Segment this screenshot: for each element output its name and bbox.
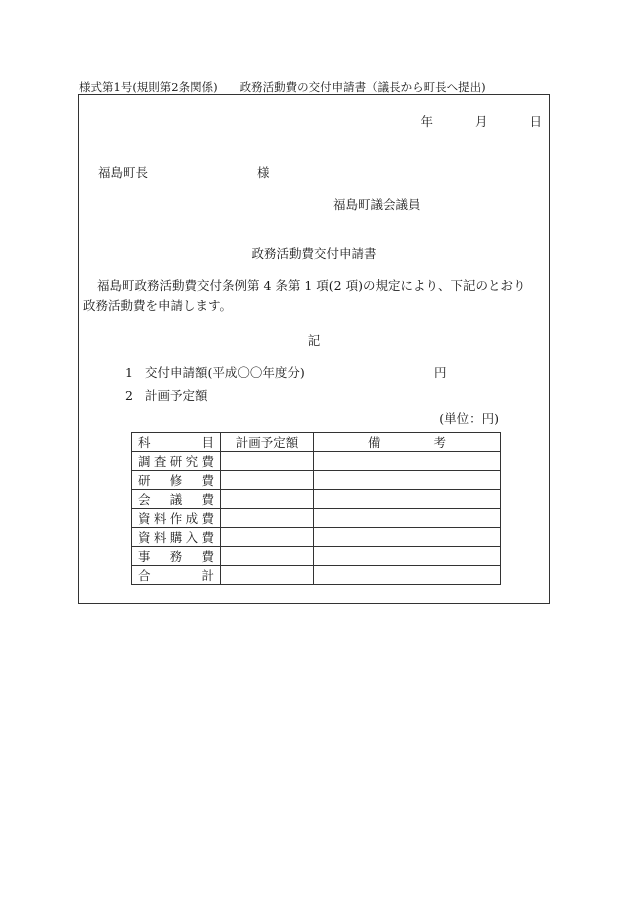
table-row bbox=[132, 528, 501, 547]
header-char: 科 bbox=[138, 435, 151, 450]
category-char: 購 bbox=[169, 530, 183, 545]
row-remarks bbox=[314, 528, 501, 547]
date-row bbox=[420, 112, 542, 130]
item-number: 1 bbox=[125, 365, 133, 380]
category-char: 費 bbox=[201, 511, 214, 526]
row-category bbox=[132, 509, 221, 528]
item-planned-amount bbox=[125, 386, 208, 404]
category-char: 資 bbox=[138, 511, 151, 526]
row-amount bbox=[221, 452, 314, 471]
header-char: 目 bbox=[201, 435, 214, 450]
category-char: 費 bbox=[201, 549, 214, 564]
category-char: 資 bbox=[138, 530, 151, 545]
table-header-row bbox=[132, 433, 501, 452]
unit-note: (単位：円) bbox=[439, 411, 499, 426]
row-amount bbox=[221, 490, 314, 509]
header-category bbox=[132, 433, 221, 452]
category-char: 修 bbox=[169, 473, 183, 488]
row-category bbox=[132, 452, 221, 471]
category-char: 費 bbox=[201, 492, 214, 507]
item-application-amount bbox=[125, 363, 305, 381]
item-number: 2 bbox=[125, 388, 133, 403]
table-row bbox=[132, 452, 501, 471]
header-remarks bbox=[314, 433, 501, 452]
category-char: 費 bbox=[201, 530, 214, 545]
category-char: 務 bbox=[169, 549, 183, 564]
form-number: 様式第1号(規則第2条関係) bbox=[79, 80, 218, 94]
category-char: 究 bbox=[185, 454, 199, 469]
date-day-label: 日 bbox=[529, 114, 542, 129]
category-char: 会 bbox=[138, 492, 151, 507]
row-remarks bbox=[314, 547, 501, 566]
form-header bbox=[79, 79, 486, 95]
row-category bbox=[132, 490, 221, 509]
item-label: 計画予定額 bbox=[145, 388, 208, 403]
header-char: 備 bbox=[368, 435, 381, 450]
row-remarks bbox=[314, 452, 501, 471]
row-category bbox=[132, 471, 221, 490]
row-remarks bbox=[314, 471, 501, 490]
category-char: 議 bbox=[169, 492, 183, 507]
table-row bbox=[132, 547, 501, 566]
category-char: 料 bbox=[153, 530, 167, 545]
category-char: 入 bbox=[185, 530, 199, 545]
ki-marker: 記 bbox=[307, 333, 321, 348]
row-remarks bbox=[314, 566, 501, 585]
budget-table bbox=[131, 432, 501, 585]
row-amount bbox=[221, 566, 314, 585]
form-frame bbox=[78, 94, 550, 604]
row-remarks bbox=[314, 490, 501, 509]
category-char: 作 bbox=[169, 511, 183, 526]
category-char: 研 bbox=[138, 473, 151, 488]
category-char: 費 bbox=[201, 473, 214, 488]
row-remarks bbox=[314, 509, 501, 528]
category-char: 費 bbox=[201, 454, 214, 469]
table-row bbox=[132, 490, 501, 509]
document-title: 政務活動費交付申請書 bbox=[251, 246, 377, 261]
sender: 福島町議会議員 bbox=[333, 197, 421, 212]
body-line-1: 福島町政務活動費交付条例第 4 条第 1 項(2 項)の規定により、下記のとおり bbox=[97, 278, 526, 293]
row-category bbox=[132, 547, 221, 566]
yen-unit: 円 bbox=[434, 365, 447, 380]
date-year-label: 年 bbox=[420, 114, 433, 129]
row-amount bbox=[221, 547, 314, 566]
item-label: 交付申請額(平成〇〇年度分) bbox=[145, 365, 305, 380]
addressee-name: 福島町長 bbox=[98, 165, 149, 180]
table-row bbox=[132, 509, 501, 528]
category-char: 調 bbox=[138, 454, 151, 469]
table-row bbox=[132, 566, 501, 585]
row-category bbox=[132, 566, 221, 585]
header-char: 考 bbox=[433, 435, 446, 450]
form-header-title: 政務活動費の交付申請書（議長から町長へ提出) bbox=[239, 80, 486, 94]
row-category bbox=[132, 528, 221, 547]
category-char: 計 bbox=[201, 568, 214, 583]
category-char: 査 bbox=[153, 454, 167, 469]
row-amount bbox=[221, 509, 314, 528]
row-amount bbox=[221, 471, 314, 490]
body-line-2: 政務活動費を申請します。 bbox=[83, 298, 233, 313]
date-month-label: 月 bbox=[474, 114, 488, 129]
category-char: 事 bbox=[138, 549, 151, 564]
category-char: 研 bbox=[169, 454, 183, 469]
header-planned-amount: 計画予定額 bbox=[221, 433, 314, 452]
category-char: 成 bbox=[185, 511, 199, 526]
table-row bbox=[132, 471, 501, 490]
addressee bbox=[98, 163, 270, 181]
category-char: 合 bbox=[138, 568, 151, 583]
body-text bbox=[83, 276, 545, 316]
row-amount bbox=[221, 528, 314, 547]
category-char: 料 bbox=[153, 511, 167, 526]
addressee-honorific: 様 bbox=[257, 165, 270, 180]
